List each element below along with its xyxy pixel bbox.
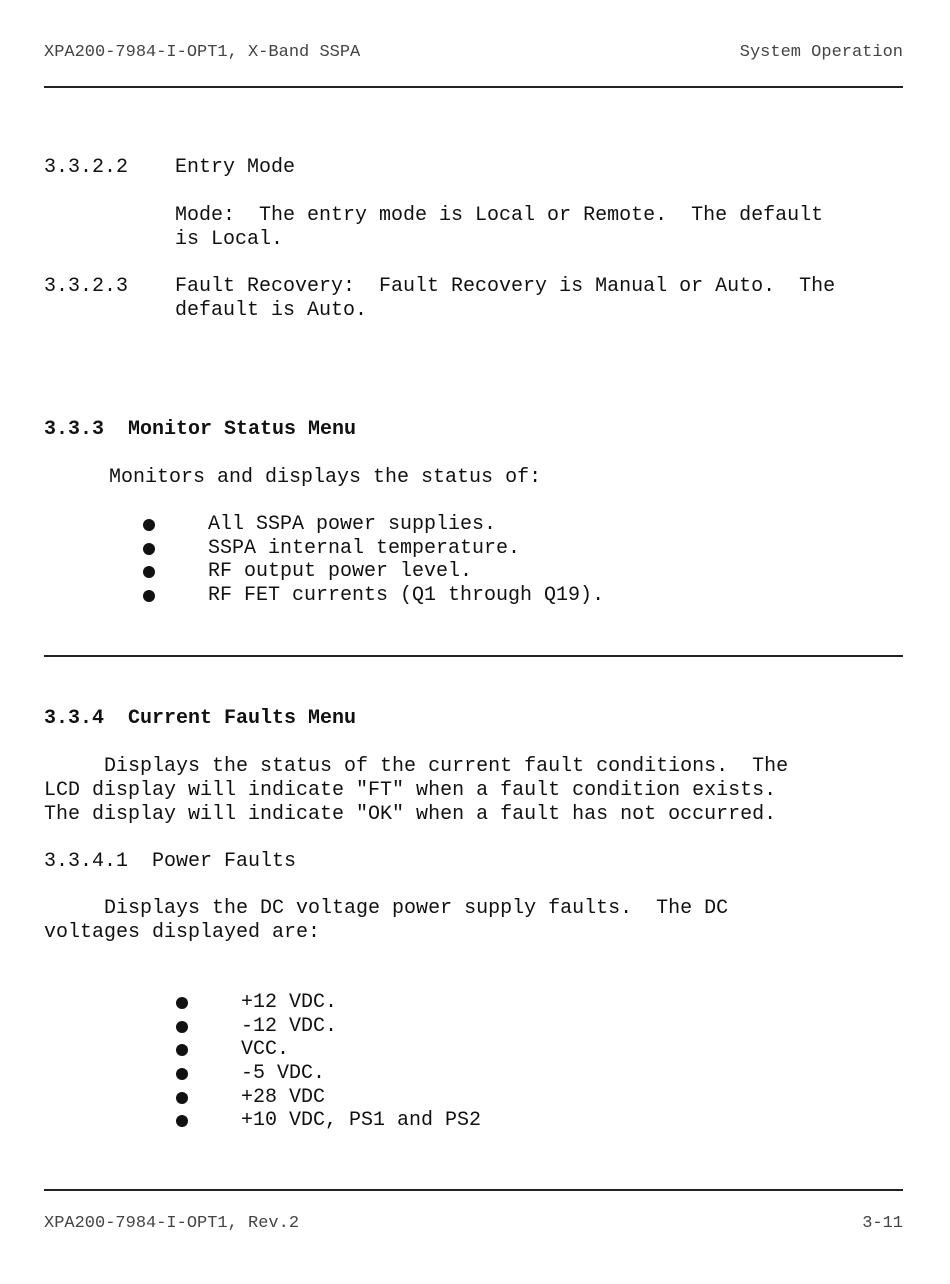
header-rule <box>44 86 903 88</box>
current-faults-para-line2: LCD display will indicate "FT" when a fault condition exists. <box>44 779 777 802</box>
power-faults-para-line1: Displays the DC voltage power supply faults. The DC <box>44 897 729 920</box>
entry-mode-text-line1: Mode: The entry mode is Local or Remote. The default <box>175 204 824 227</box>
heading-monitor-status-menu: 3.3.3 Monitor Status Menu <box>44 418 357 441</box>
bullet-icon <box>143 566 155 578</box>
bullet-icon <box>176 1092 188 1104</box>
current-faults-para-line1: Displays the status of the current fault conditions. The <box>44 755 789 778</box>
heading-current-faults-menu: 3.3.4 Current Faults Menu <box>44 707 357 730</box>
page-number: 3-11 <box>862 1214 903 1233</box>
bullet-icon <box>176 1044 188 1056</box>
footer-rule <box>44 1189 903 1191</box>
bullet-icon <box>176 1021 188 1033</box>
footer-doc-revision: XPA200-7984-I-OPT1, Rev.2 <box>44 1214 300 1233</box>
section-title-entry-mode: Entry Mode <box>175 156 296 179</box>
bullet-icon <box>143 543 155 555</box>
section-number-3322: 3.3.2.2 <box>44 156 129 179</box>
bullet-icon <box>143 590 155 602</box>
bullet-icon <box>176 1115 188 1127</box>
section-number-3323: 3.3.2.3 <box>44 275 129 298</box>
fault-recovery-text-line1: Fault Recovery: Fault Recovery is Manual or Auto. The <box>175 275 836 298</box>
current-faults-para-line3: The display will indicate "OK" when a fault has not occurred. <box>44 803 777 826</box>
fault-recovery-text-line2: default is Auto. <box>175 299 368 322</box>
heading-power-faults: 3.3.4.1 Power Faults <box>44 850 297 873</box>
header-doc-title: XPA200-7984-I-OPT1, X-Band SSPA <box>44 43 361 62</box>
header-section-title: System Operation <box>739 43 903 62</box>
bullet-icon <box>176 1068 188 1080</box>
monitor-status-intro: Monitors and displays the status of: <box>109 466 542 489</box>
bullet-icon <box>143 519 155 531</box>
power-faults-para-line2: voltages displayed are: <box>44 921 321 944</box>
bullet-icon <box>176 997 188 1009</box>
entry-mode-text-line2: is Local. <box>175 228 284 251</box>
section-divider <box>44 655 903 657</box>
